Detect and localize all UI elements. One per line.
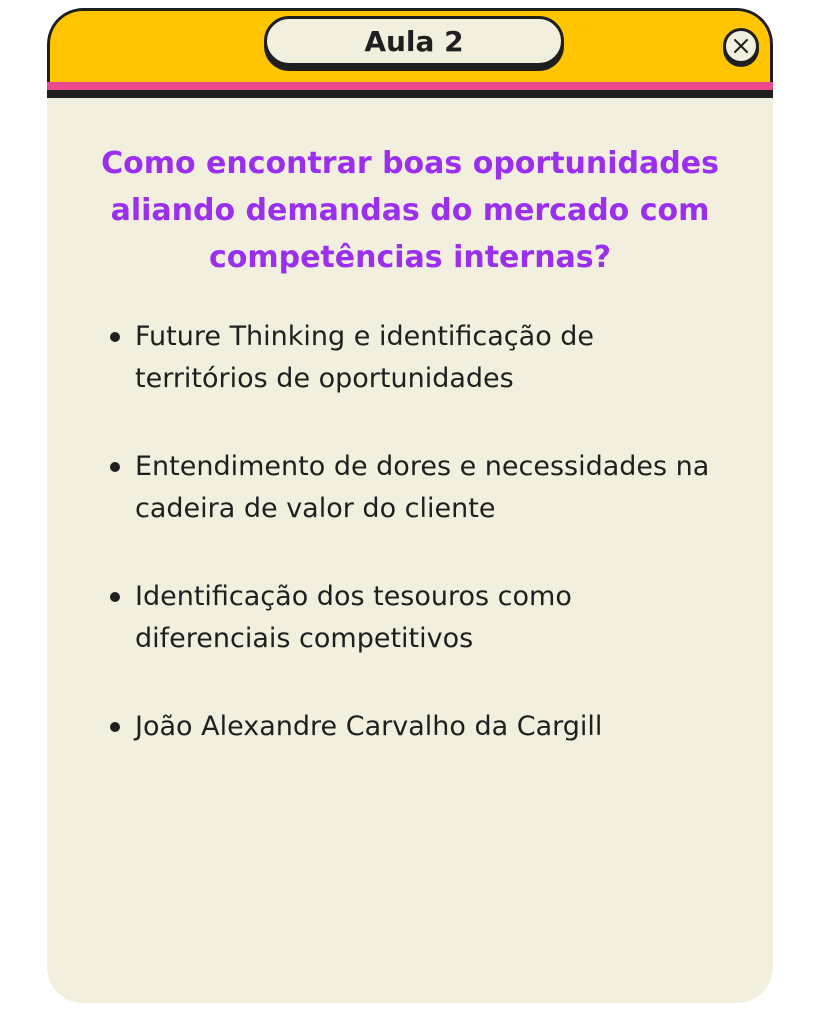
bullet-icon	[110, 332, 120, 342]
close-button[interactable]	[723, 28, 759, 64]
topic-line: João Alexandre Carvalho da Cargill	[135, 711, 603, 742]
topic-line: diferenciais competitivos	[135, 623, 474, 654]
topic-line: territórios de oportunidades	[135, 363, 514, 394]
close-icon	[732, 37, 750, 55]
topic-item	[105, 316, 745, 400]
topic-line: Identificação dos tesouros como	[135, 581, 572, 612]
topic-item	[105, 446, 745, 530]
bullet-icon	[110, 722, 120, 732]
topic-line: Entendimento de dores e necessidades na	[135, 451, 710, 482]
question-line: aliando demandas do mercado com	[110, 193, 710, 228]
header-accent-stripe	[47, 82, 773, 90]
lesson-title: Aula 2	[264, 16, 564, 66]
bullet-icon	[110, 592, 120, 602]
lesson-question	[47, 140, 773, 281]
topic-item	[105, 576, 745, 660]
lesson-card	[47, 8, 773, 1003]
topic-line: Future Thinking e identificação de	[135, 321, 595, 352]
topic-item	[105, 706, 745, 748]
header-divider	[47, 90, 773, 98]
question-line: competências internas?	[208, 240, 612, 275]
topic-list	[105, 316, 745, 794]
question-line: Como encontrar boas oportunidades	[101, 146, 719, 181]
bullet-icon	[110, 462, 120, 472]
topic-line: cadeira de valor do cliente	[135, 493, 496, 524]
